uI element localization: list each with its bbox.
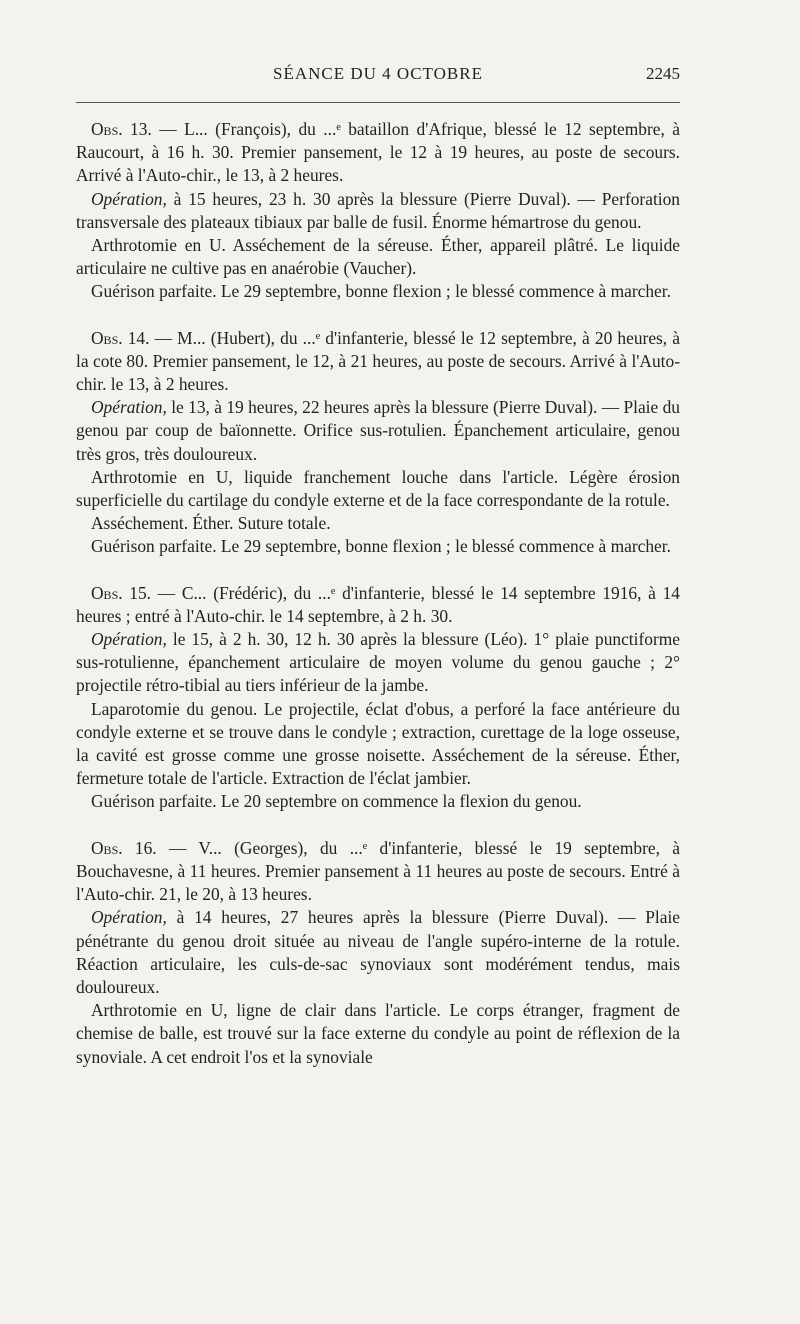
observation-label: Obs. 14. <box>91 327 150 348</box>
paragraph-text: Arthrotomie en U. Asséchement de la séreuse. Éther, appareil plâtré. Le liquide articulaire ne cultive pas en anaérobie (Vaucher). <box>76 235 680 279</box>
paragraph-text: — C... (Frédéric), du ...ᵉ d'infanterie, blessé le 14 septembre 1916, à 14 heures ; entré à l'Auto-chir. le 14 septembre, à 2 h. 30. <box>76 582 681 626</box>
observation-16 <box>76 837 680 1069</box>
operation-label: Opération, <box>91 907 167 928</box>
paragraph <box>76 118 680 188</box>
paragraph <box>76 582 680 628</box>
observation-label: Obs. 16. <box>91 837 157 858</box>
operation-label: Opération, <box>91 188 167 209</box>
paragraph-text: Guérison parfaite. Le 20 septembre on commence la flexion du genou. <box>91 791 582 812</box>
paragraph-text: Guérison parfaite. Le 29 septembre, bonne flexion ; le blessé commence à marcher. <box>91 536 671 557</box>
paragraph-text: Arthrotomie en U, liquide franchement louche dans l'article. Légère érosion superficielle du cartilage du condyle externe et de la face correspondante de la rotule. <box>76 466 680 511</box>
header-title: SÉANCE DU 4 OCTOBRE <box>273 64 483 83</box>
paragraph <box>76 327 680 397</box>
paragraph <box>76 628 680 698</box>
page-body <box>76 118 680 1092</box>
observation-label: Obs. 13. <box>91 119 152 139</box>
paragraph-text: le 15, à 2 h. 30, 12 h. 30 après la blessure (Léo). 1° plaie punctiforme sus-rotulienne, épanchement articulaire de moyen volume du genou gauche ; 2° projectile rétro-tibial au tiers inférieur de la jambe. <box>76 629 680 696</box>
paragraph <box>76 234 680 280</box>
paragraph <box>76 280 680 303</box>
paragraph-text: à 15 heures, 23 h. 30 après la blessure (Pierre Duval). — Perforation transversale des plateaux tibiaux par balle de fusil. Énorme hémartrose du genou. <box>76 188 680 232</box>
page-number: 2245 <box>646 64 680 83</box>
paragraph-text: Guérison parfaite. Le 29 septembre, bonne flexion ; le blessé commence à marcher. <box>91 281 671 302</box>
paragraph-text: — M... (Hubert), du ...ᵉ d'infanterie, blessé le 12 septembre, à 20 heures, à la cote 80. Premier pansement, le 12, à 21 heures, au poste de secours. Arrivé à l'Auto-chir. le 13, à 2 heures. <box>76 327 681 395</box>
running-header <box>76 64 680 88</box>
operation-label: Opération, <box>91 397 167 418</box>
paragraph-text: Arthrotomie en U, ligne de clair dans l'article. Le corps étranger, fragment de chemise de balle, est trouvé sur la face externe du condyle au point de réflexion de la synoviale. A cet endroit l'os et la synoviale <box>76 1000 680 1067</box>
paragraph <box>76 512 680 535</box>
paragraph <box>76 698 680 791</box>
paragraph-text: le 13, à 19 heures, 22 heures après la blessure (Pierre Duval). — Plaie du genou par coup de baïonnette. Orifice sus-rotulien. Épanchement articulaire, genou très gros, très douloureux. <box>76 397 680 464</box>
operation-label: Opération, <box>91 629 167 650</box>
paragraph-text: à 14 heures, 27 heures après la blessure (Pierre Duval). — Plaie pénétrante du genou droit située au niveau de l'angle supéro-interne de la rotule. Réaction articulaire, les culs-de-sac synoviaux sont modérément tendus, mais douloureux. <box>76 907 680 997</box>
observation-15 <box>76 582 680 814</box>
paragraph <box>76 535 680 558</box>
observation-label: Obs. 15. <box>91 582 152 603</box>
paragraph <box>76 837 680 907</box>
observation-13 <box>76 118 680 304</box>
header-rule <box>76 102 680 103</box>
paragraph <box>76 906 680 999</box>
paragraph <box>76 396 680 466</box>
paragraph-text: Laparotomie du genou. Le projectile, éclat d'obus, a perforé la face antérieure du condyle externe et se trouve dans le condyle ; extraction, curettage de la loge osseuse, la cavité est grosse comme une grosse noisette. Asséchement de la séreuse. Éther, fermeture totale de l'article. Extraction de l'éclat jambier. <box>76 698 680 789</box>
paragraph <box>76 999 680 1069</box>
paragraph <box>76 466 680 512</box>
paragraph-text: Asséchement. Éther. Suture totale. <box>91 513 331 534</box>
observation-14 <box>76 327 680 559</box>
paragraph-text: — L... (François), du ...ᵉ bataillon d'Afrique, blessé le 12 septembre, à Raucourt, à 16 h. 30. Premier pansement, le 12 à 19 heures, au poste de secours. Arrivé à l'Auto-chir., le 13, à 2 heures. <box>76 119 681 186</box>
paragraph <box>76 188 680 234</box>
paragraph <box>76 790 680 813</box>
paragraph-text: — V... (Georges), du ...ᵉ d'infanterie, blessé le 19 septembre, à Bouchavesne, à 11 heures. Premier pansement à 11 heures au poste de secours. Entré à l'Auto-chir. 21, le 20, à 13 heures. <box>76 837 680 905</box>
